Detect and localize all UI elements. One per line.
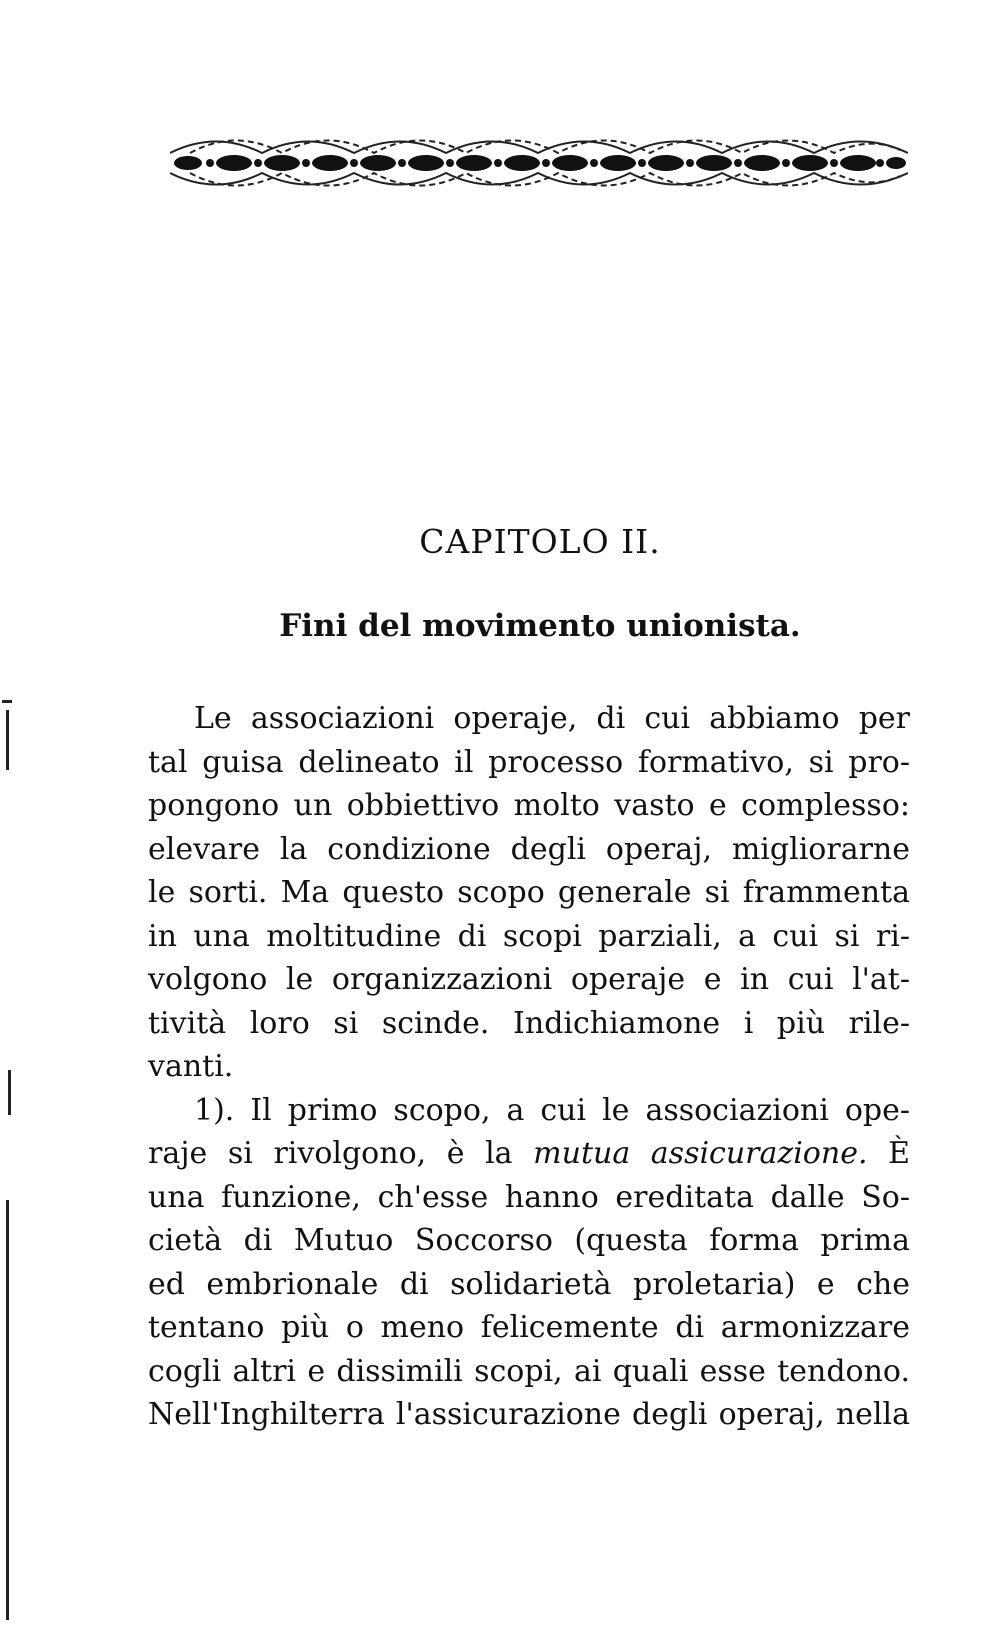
body-text (148, 697, 910, 1437)
binding-edge-mark (6, 1200, 9, 1620)
text-line: le sorti. Ma questo scopo generale si frammenta (148, 875, 910, 910)
text-line: ed embrionale di solidarietà proletaria) e che (148, 1266, 910, 1302)
text-line: 1). Il primo scopo, a cui le associazioni ope- (194, 1092, 910, 1128)
text-line: una funzione, ch'esse hanno ereditata dalle So- (148, 1179, 910, 1215)
chapter-title: Fini del movimento unionista. (279, 608, 801, 644)
text-line: Nell'Inghilterra l'assicurazione degli operaj, nella (148, 1397, 910, 1432)
binding-edge-mark (2, 700, 12, 703)
text-line: vanti. (148, 1049, 234, 1084)
text-line-mixed (148, 1132, 910, 1176)
chapter-heading: CAPITOLO II. (419, 522, 661, 561)
text-segment: È (888, 1136, 910, 1171)
binding-edge-mark (6, 710, 9, 770)
binding-edge-mark (8, 1070, 11, 1115)
text-line: Le associazioni operaje, di cui abbiamo per (194, 701, 910, 736)
text-segment: raje si rivolgono, è la (148, 1136, 513, 1171)
text-line: elevare la condizione degli operaj, migliorarne (148, 831, 910, 867)
text-line: in una moltitudine di scopi parziali, a cui si ri- (148, 918, 910, 954)
text-line: tal guisa delineato il processo formativo, si pro- (148, 744, 910, 780)
text-line: tività loro si scinde. Indichiamone i più rile- (148, 1005, 910, 1041)
text-line: volgono le organizzazioni operaje e in cui l'at- (148, 962, 910, 997)
text-line: cogli altri e dissimili scopi, ai quali esse tendono. (148, 1353, 910, 1389)
text-line: tentano più o meno felicemente di armonizzare (148, 1310, 910, 1345)
text-line: pongono un obbiettivo molto vasto e complesso: (148, 788, 910, 823)
emphasized-term: mutua assicurazione. (533, 1136, 868, 1171)
decorative-border-icon (170, 128, 908, 198)
text-line: cietà di Mutuo Soccorso (questa forma prima (148, 1223, 910, 1258)
